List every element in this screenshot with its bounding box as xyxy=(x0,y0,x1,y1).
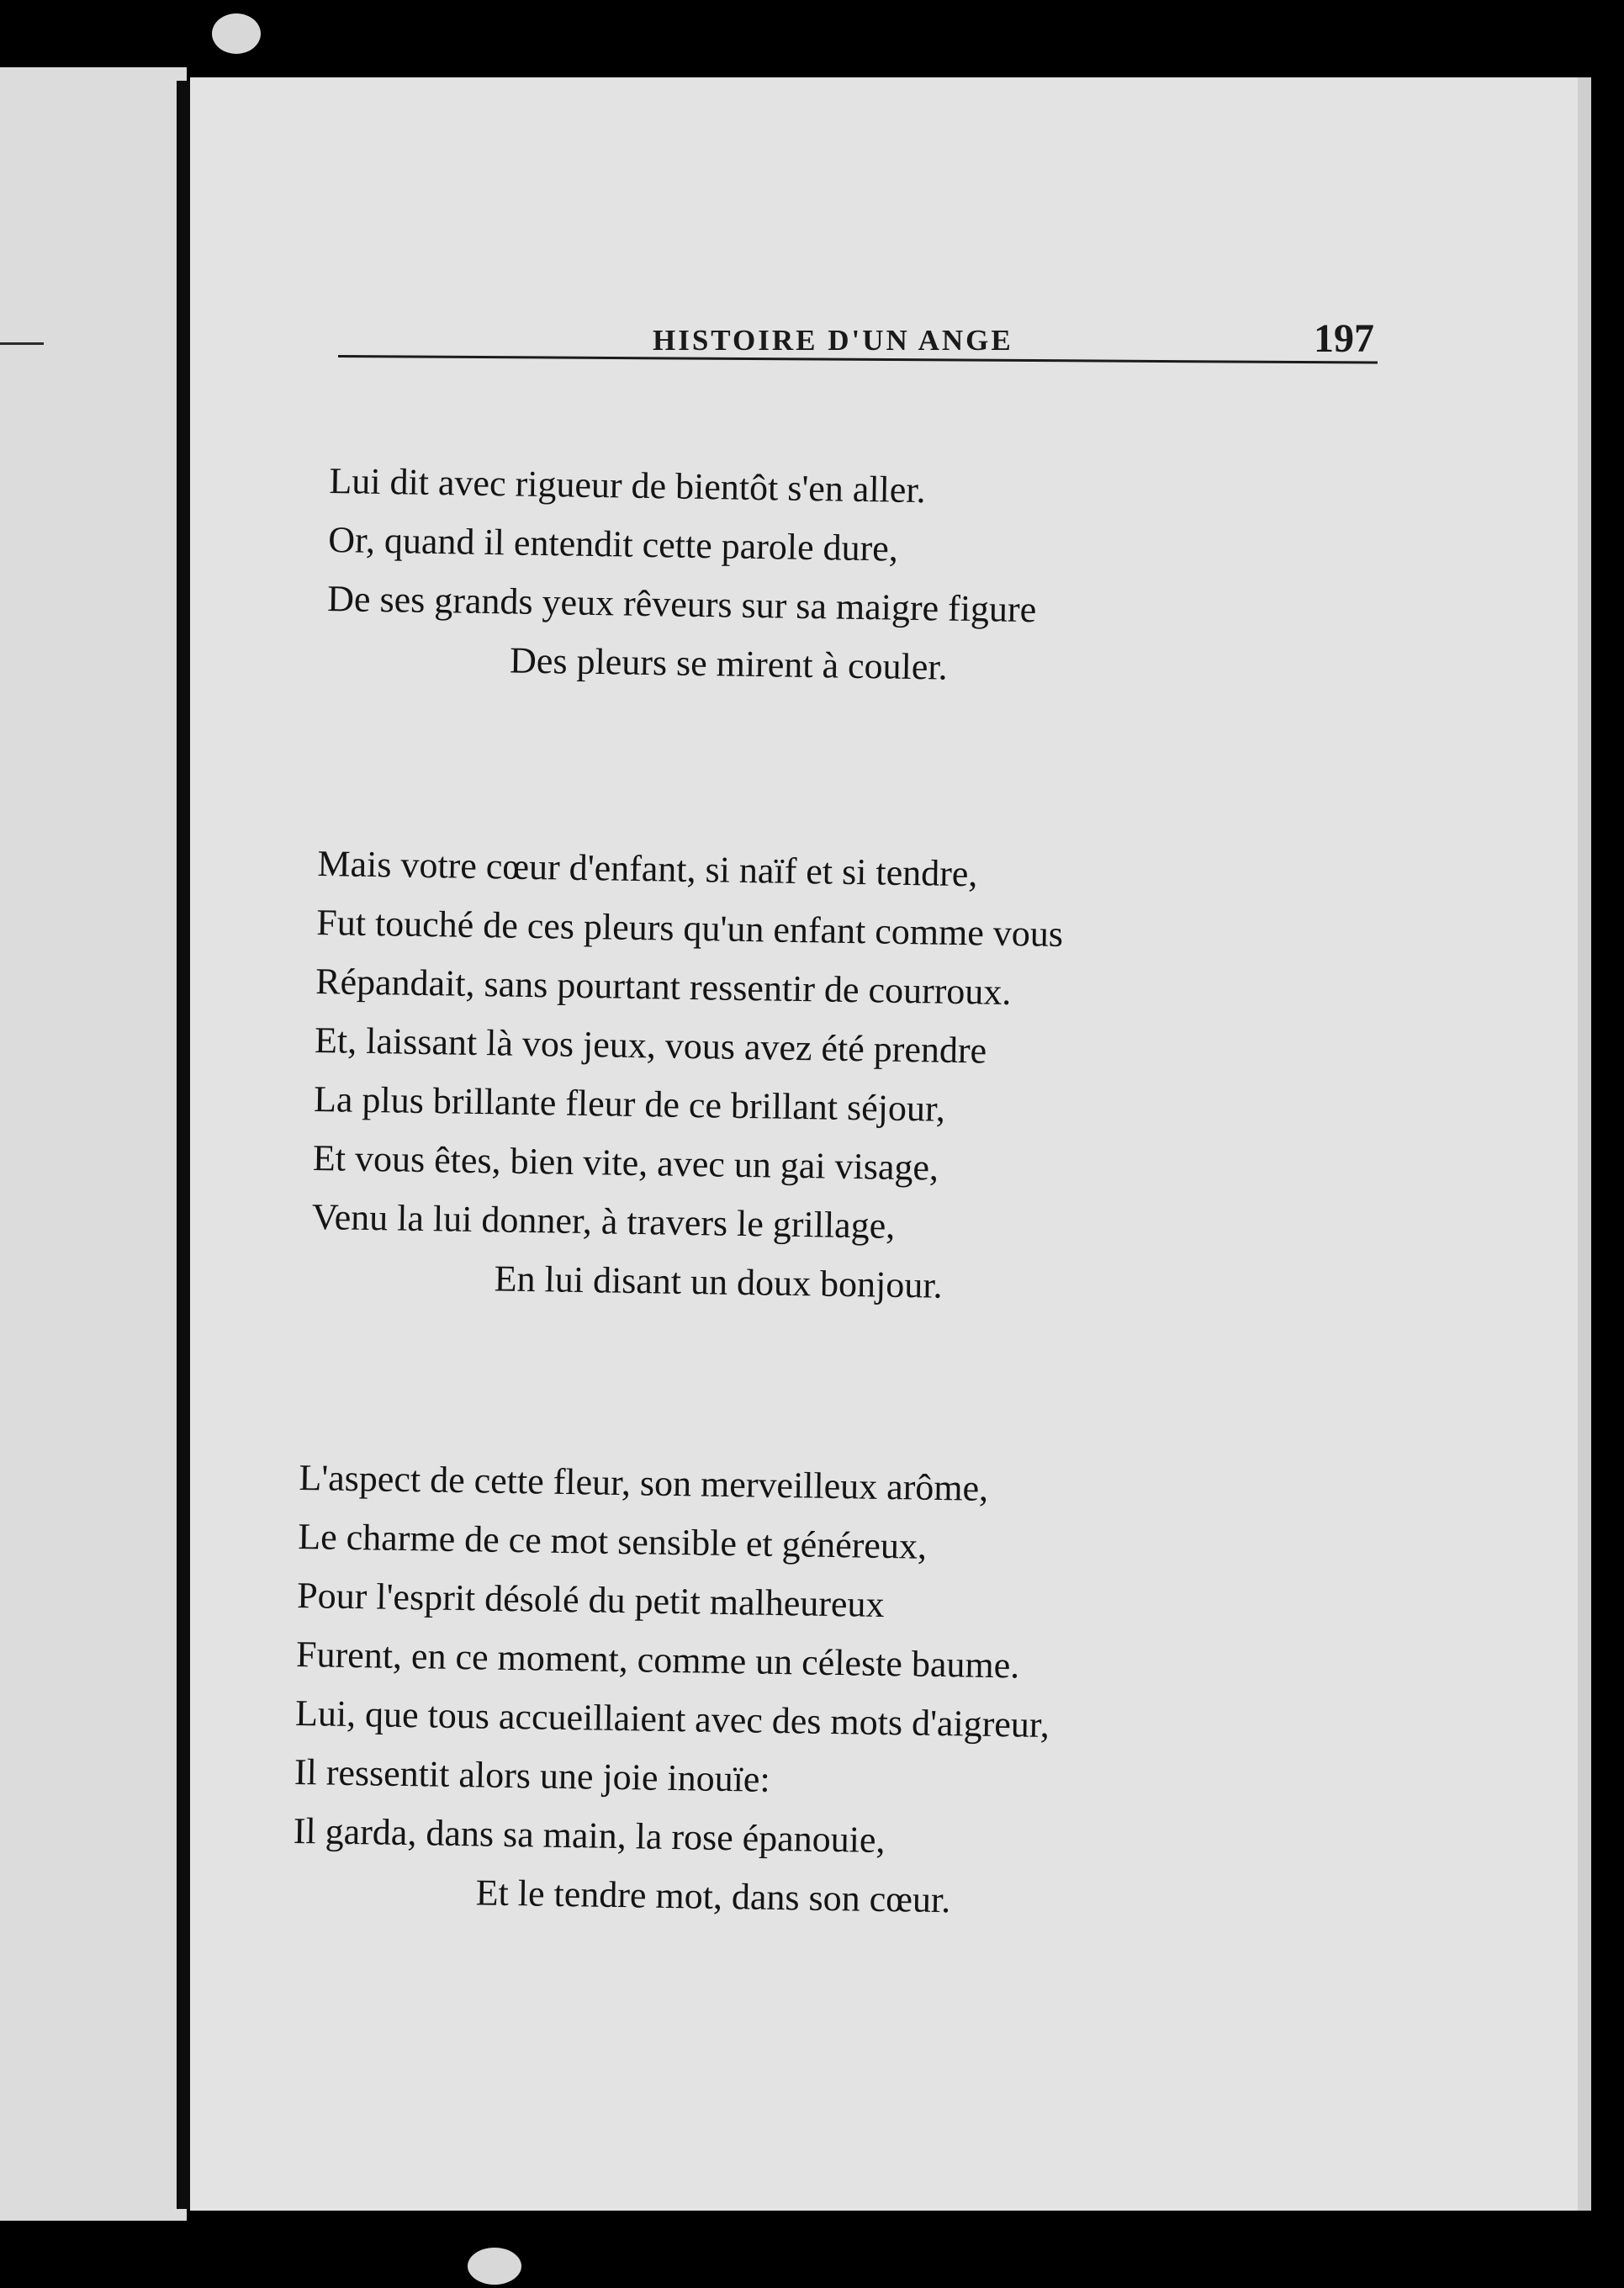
verse-line: Furent, en ce moment, comme un céleste baume. xyxy=(295,1633,1020,1687)
verse-line-indented: En lui disant un doux bonjour. xyxy=(494,1258,943,1306)
verse-line: L'aspect de cette fleur, son merveilleux arôme, xyxy=(299,1456,989,1509)
facing-page-edge xyxy=(0,67,187,2221)
book-page xyxy=(190,77,1578,2211)
verse-line: Il garda, dans sa main, la rose épanouie, xyxy=(293,1809,886,1861)
verse-line: Fut touché de ces pleurs qu'un enfant comme vous xyxy=(315,901,1064,955)
verse-line: Et, laissant là vos jeux, vous avez été prendre xyxy=(314,1019,987,1072)
verse-line: Répandait, sans pourtant ressentir de courroux. xyxy=(315,960,1012,1013)
verse-line-indented: Et le tendre mot, dans son cœur. xyxy=(475,1872,951,1921)
scan-speck xyxy=(468,2248,521,2285)
verse-line: Il ressentit alors une joie inouïe: xyxy=(294,1750,771,1800)
facing-page-rule xyxy=(0,342,44,345)
verse-line: Or, quand il entendit cette parole dure, xyxy=(327,518,899,569)
running-title: HISTOIRE D'UN ANGE xyxy=(653,324,1013,357)
verse-line: Venu la lui donner, à travers le grillage, xyxy=(311,1195,896,1247)
scan-speck xyxy=(212,13,261,54)
stanza-2 xyxy=(310,834,1064,1317)
verse-line-indented: Des pleurs se mirent à couler. xyxy=(509,639,948,688)
verse-line: Lui, que tous accueillaient avec des mots d'aigreur, xyxy=(294,1692,1050,1746)
verse-line: Mais votre cœur d'enfant, si naïf et si tendre, xyxy=(317,842,978,895)
verse-line: Pour l'esprit désolé du petit malheureux xyxy=(296,1574,885,1625)
stanza-1 xyxy=(326,452,1039,698)
verse-line: Lui dit avec rigueur de bientôt s'en aller. xyxy=(329,459,927,511)
verse-line: Et vous êtes, bien vite, avec un gai visage, xyxy=(312,1136,939,1189)
page-fore-edge xyxy=(1578,77,1591,2211)
book-gutter xyxy=(177,81,190,2209)
page-number: 197 xyxy=(1314,316,1374,361)
stanza-3 xyxy=(292,1449,1054,1931)
verse-line: Le charme de ce mot sensible et généreux, xyxy=(297,1515,928,1567)
verse-line: De ses grands yeux rêveurs sur sa maigre figure xyxy=(326,577,1037,631)
verse-line: La plus brillante fleur de ce brillant séjour, xyxy=(313,1078,946,1130)
